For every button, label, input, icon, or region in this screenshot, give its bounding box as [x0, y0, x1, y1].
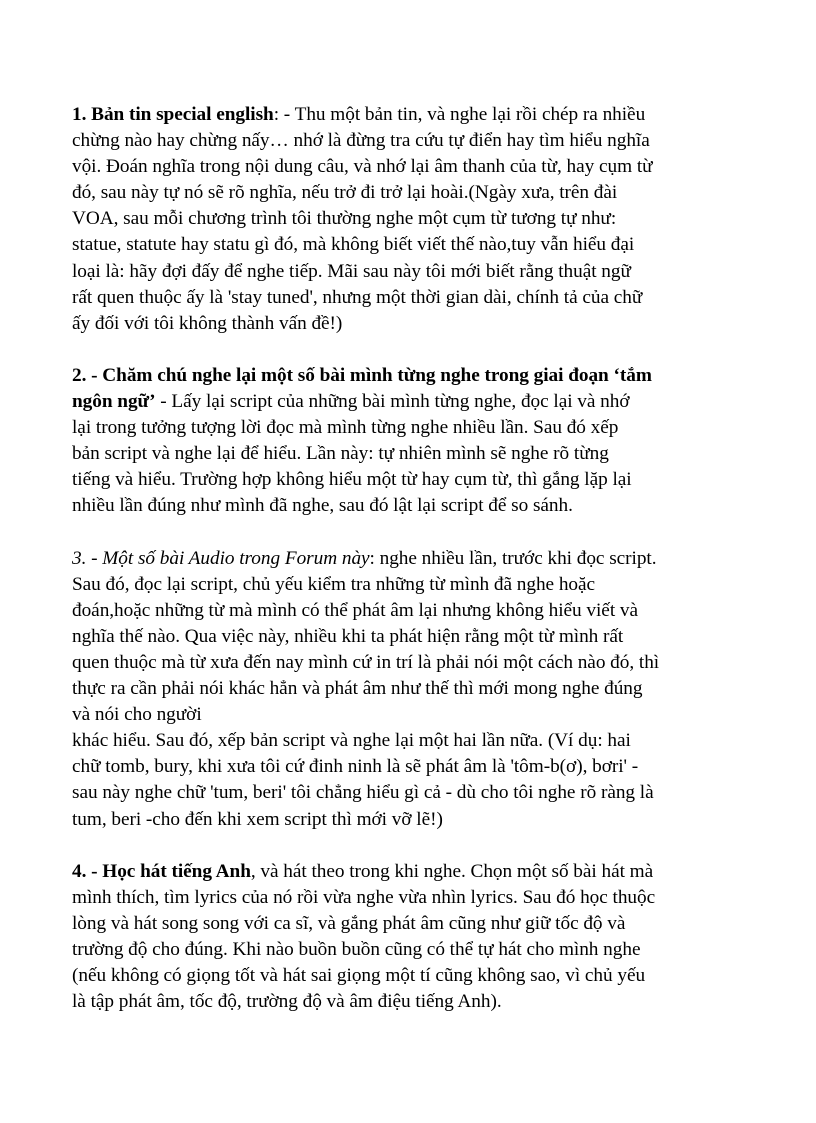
text-line: 4. - Học hát tiếng Anh, và hát theo trong khi nghe. Chọn một số bài hát mà: [72, 860, 654, 882]
section-heading: 1. Bản tin special english: [72, 104, 274, 125]
text-line: lại trong tưởng tượng lời đọc mà mình từng nghe nhiều lần. Sau đó xếp: [72, 417, 619, 439]
text-line: thực ra cần phải nói khác hẳn và phát âm như thế thì mới mong nghe đúng: [72, 678, 643, 700]
text-line: bản script và nghe lại để hiểu. Lần này: tự nhiên mình sẽ nghe rõ từng: [72, 443, 609, 465]
text-line: 1. Bản tin special english: - Thu một bản tin, và nghe lại rồi chép ra nhiều: [72, 104, 646, 125]
text-line: tiếng và hiểu. Trường hợp không hiểu một từ hay cụm từ, thì gắng lặp lại: [72, 469, 632, 491]
section-heading: 3. - Một số bài Audio trong Forum này: [72, 547, 370, 569]
section-2: [72, 363, 744, 520]
section-heading: ngôn ngữ’: [72, 391, 156, 413]
section-heading: 2. - Chăm chú nghe lại một số bài mình từng nghe trong giai đoạn ‘tắm: [72, 364, 652, 386]
section-heading: 4. - Học hát tiếng Anh: [72, 860, 251, 882]
text-line: ấy đối với tôi không thành vấn đề!): [72, 312, 343, 334]
text-line: sau này nghe chữ 'tum, beri' tôi chẳng hiểu gì cả - dù cho tôi nghe rõ ràng là: [72, 782, 654, 804]
text-line: và nói cho người: [72, 704, 202, 726]
text-line: vội. Đoán nghĩa trong nội dung câu, và nhớ lại âm thanh của từ, hay cụm từ: [72, 156, 653, 178]
section-3: [72, 546, 744, 833]
text-line: chữ tomb, bury, khi xưa tôi cứ đinh ninh là sẽ phát âm là 'tôm-b(ơ), bơri' -: [72, 756, 639, 778]
text-line: loại là: hãy đợi đấy để nghe tiếp. Mãi sau này tôi mới biết rằng thuật ngữ: [72, 260, 631, 282]
section-4: [72, 859, 744, 1016]
text-line: 3. - Một số bài Audio trong Forum này: nghe nhiều lần, trước khi đọc script.: [72, 547, 657, 569]
document-body: [72, 102, 744, 1041]
text-line: quen thuộc mà từ xưa đến nay mình cứ in trí là phải nói một cách nào đó, thì: [72, 651, 660, 673]
text-line: statue, statute hay statu gì đó, mà không biết viết thế nào,tuy vẫn hiểu đại: [72, 234, 635, 256]
text-line: mình thích, tìm lyrics của nó rồi vừa nghe vừa nhìn lyrics. Sau đó học thuộc: [72, 886, 656, 908]
text-line: rất quen thuộc ấy là 'stay tuned', nhưng một thời gian dài, chính tả của chữ: [72, 286, 643, 308]
text-line: (nếu không có giọng tốt và hát sai giọng một tí cũng không sao, vì chủ yếu: [72, 965, 646, 987]
text-line: tum, beri -cho đến khi xem script thì mới vỡ lẽ!): [72, 808, 443, 830]
text-line: ngôn ngữ’ - Lấy lại script của những bài mình từng nghe, đọc lại và nhớ: [72, 391, 630, 413]
text-line: Sau đó, đọc lại script, chủ yếu kiểm tra những từ mình đã nghe hoặc: [72, 573, 596, 595]
text-line: nghĩa thế nào. Qua việc này, nhiều khi ta phát hiện rằng một từ mình rất: [72, 625, 624, 647]
text-line: đoán,hoặc những từ mà mình có thể phát âm lại nhưng không hiểu viết và: [72, 599, 638, 621]
text-line: trường độ cho đúng. Khi nào buồn buồn cũng có thể tự hát cho mình nghe: [72, 939, 641, 960]
text-line: [72, 363, 744, 389]
text-line: VOA, sau mỗi chương trình tôi thường nghe một cụm từ tương tự như:: [72, 208, 617, 230]
section-1: [72, 102, 744, 337]
text-line: đó, sau này tự nó sẽ rõ nghĩa, nếu trở đi trở lại hoài.(Ngày xưa, trên đài: [72, 182, 618, 204]
text-line: lòng và hát song song với ca sĩ, và gắng phát âm cũng như giữ tốc độ và: [72, 912, 626, 934]
text-line: nhiều lần đúng như mình đã nghe, sau đó lật lại script để so sánh.: [72, 495, 573, 517]
text-line: khác hiểu. Sau đó, xếp bản script và nghe lại một hai lần nữa. (Ví dụ: hai: [72, 730, 631, 752]
text-line: là tập phát âm, tốc độ, trường độ và âm điệu tiếng Anh).: [72, 991, 502, 1013]
text-line: chừng nào hay chừng nấy… nhớ là đừng tra cứu tự điển hay tìm hiểu nghĩa: [72, 130, 650, 152]
